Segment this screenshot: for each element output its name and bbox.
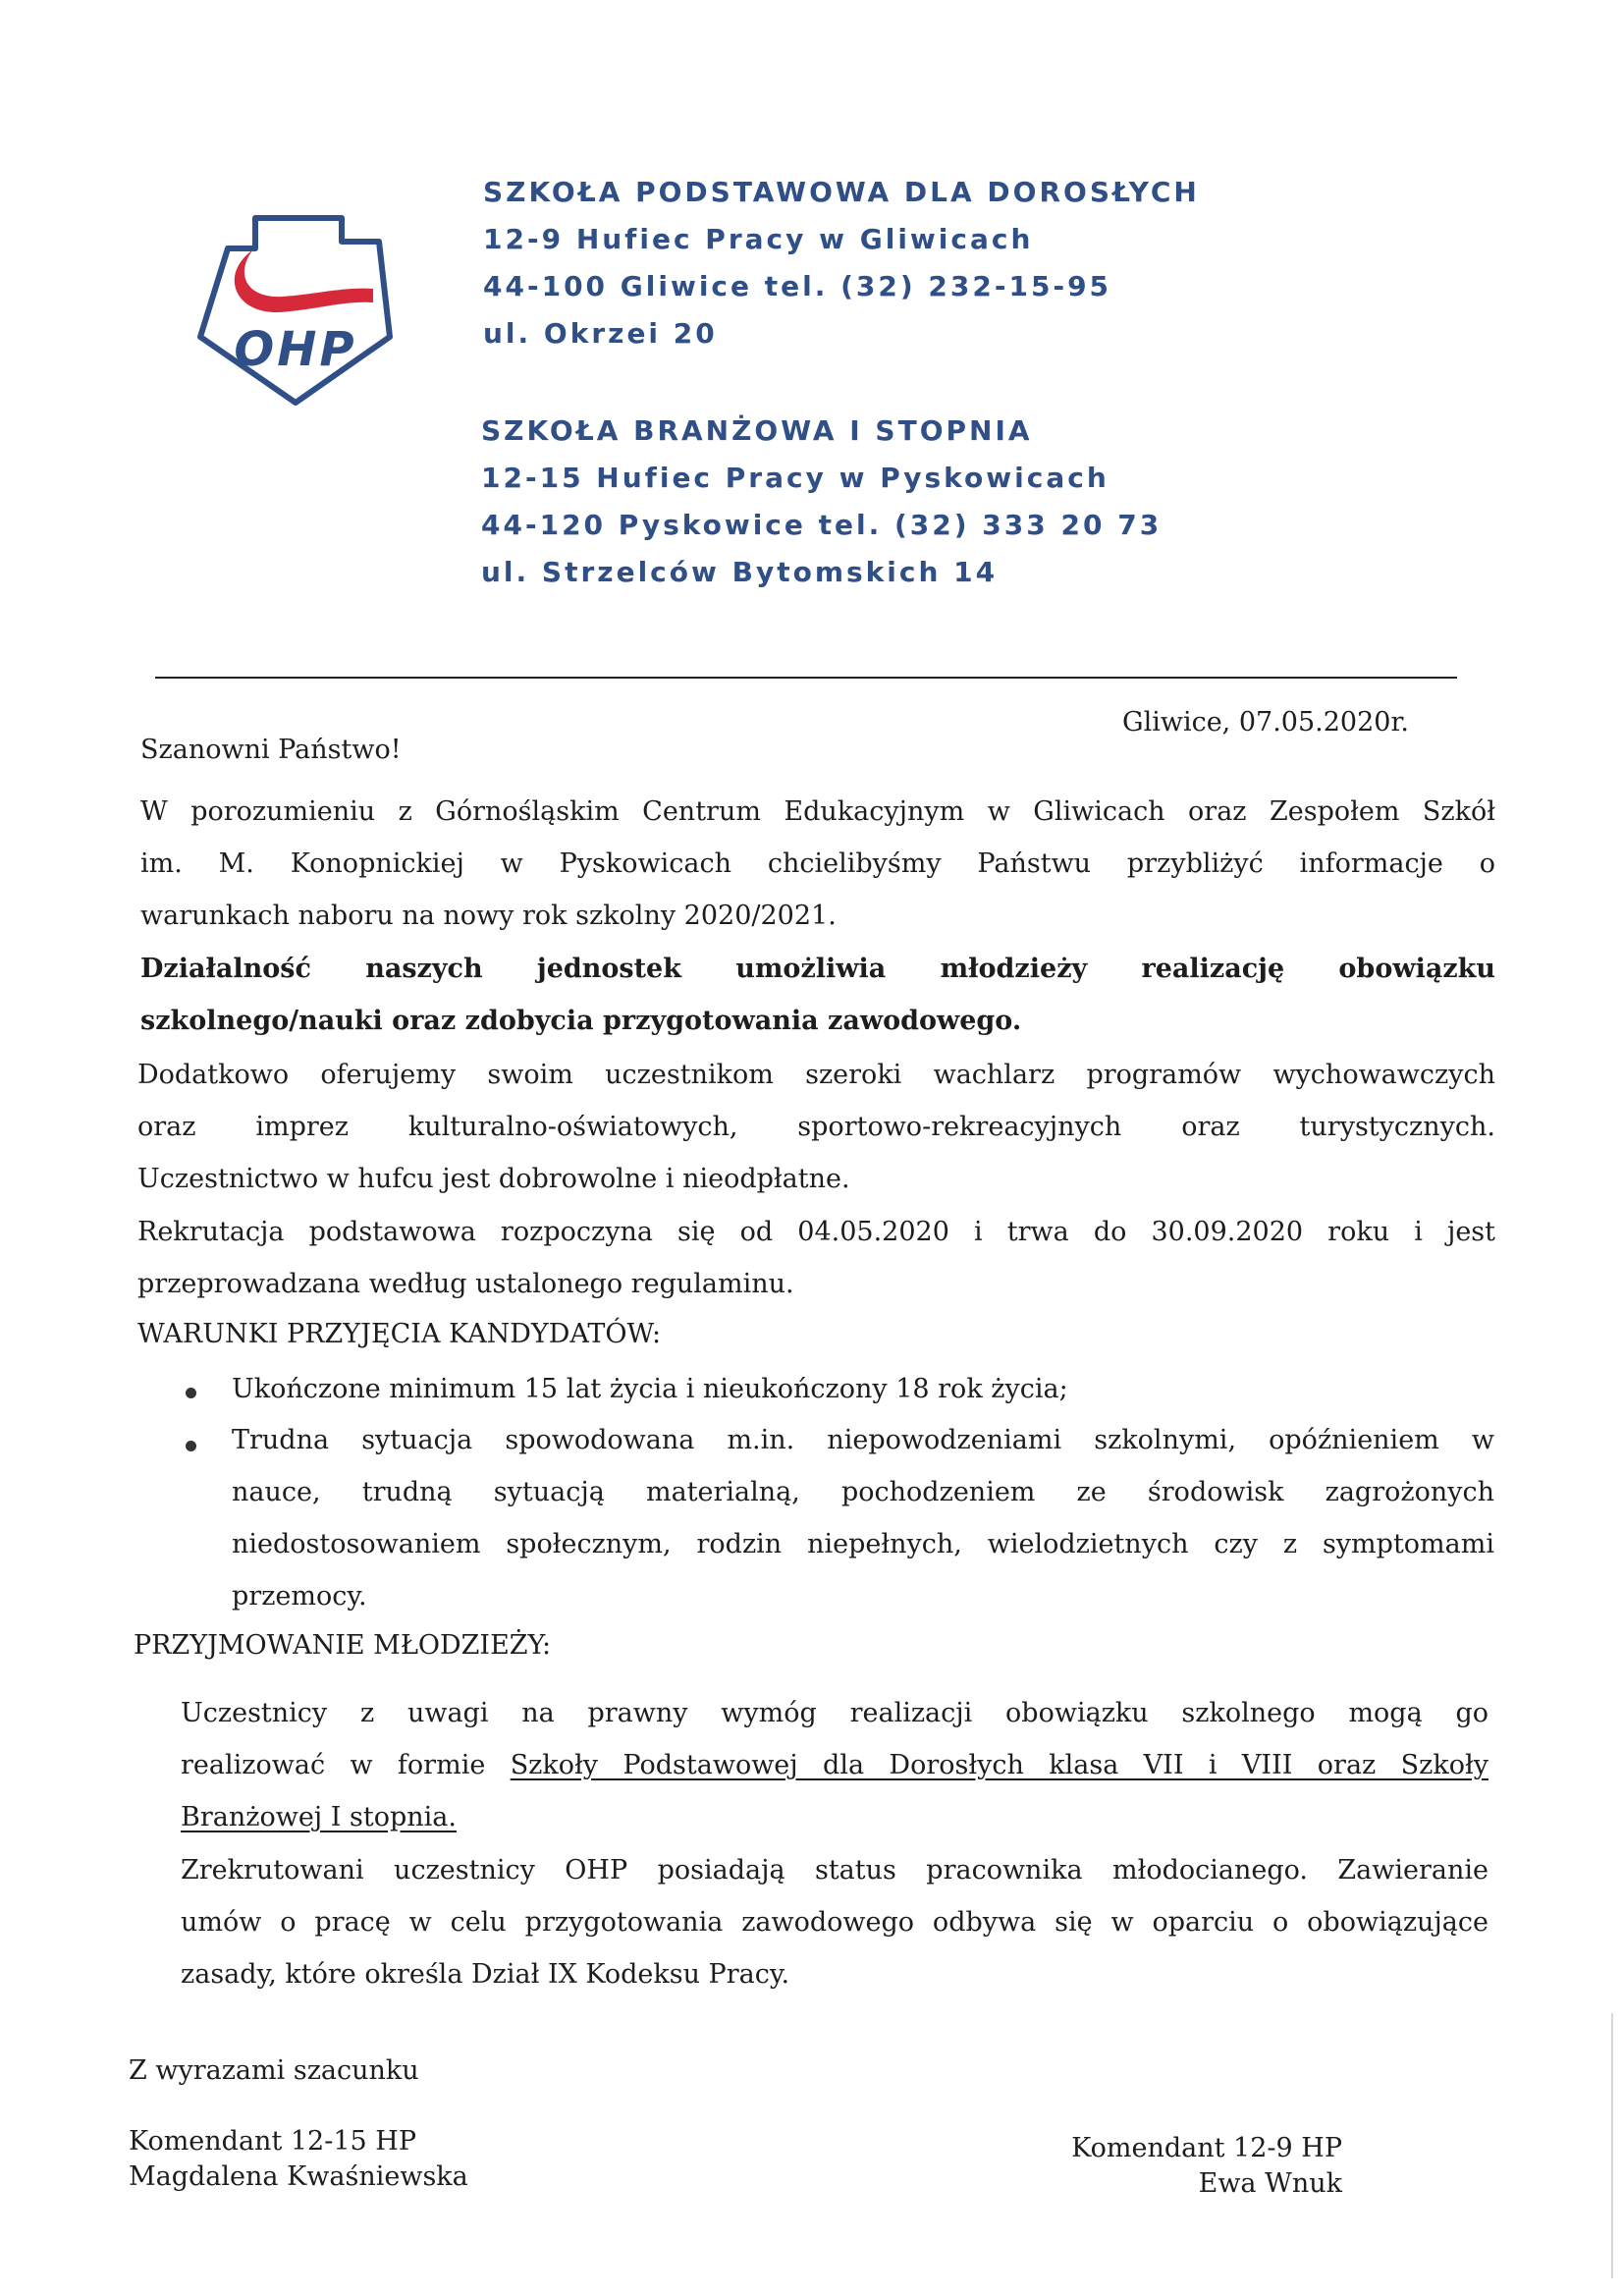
recruitment-line: przeprowadzana według ustalonego regulaminu. bbox=[137, 1269, 794, 1299]
bold-line: szkolnego/nauki oraz zdobycia przygotowania zawodowego. bbox=[140, 1006, 1022, 1036]
programs-line: oraz imprez kulturalno-oświatowych, sportowo-rekreacyjnych oraz turystycznych. bbox=[137, 1112, 1495, 1142]
closing: Z wyrazami szacunku bbox=[129, 2055, 419, 2086]
recruitment-line: Rekrutacja podstawowa rozpoczyna się od 04.05.2020 i trwa do 30.09.2020 roku i jest bbox=[137, 1217, 1495, 1247]
recruitment-paragraph bbox=[137, 1206, 1495, 1310]
school2-address-phone: 44-120 Pyskowice tel. (32) 333 20 73 bbox=[481, 509, 1163, 541]
school1-unit: 12-9 Hufiec Pracy w Gliwicach bbox=[483, 223, 1034, 255]
school-forms-link-text-cont: Branżowej I stopnia. bbox=[181, 1802, 457, 1832]
condition-line: Trudna sytuacja spowodowana m.in. niepowodzeniami szkolnymi, opóźnieniem w bbox=[232, 1425, 1494, 1455]
school2-unit: 12-15 Hufiec Pracy w Pyskowicach bbox=[481, 462, 1109, 494]
school-forms-link-text: Szkoły Podstawowej dla Dorosłych klasa VII i VIII oraz Szkoły bbox=[510, 1750, 1488, 1780]
admission-heading: PRZYJMOWANIE MŁODZIEŻY: bbox=[134, 1630, 552, 1661]
signature-left-name: Magdalena Kwaśniewska bbox=[129, 2161, 468, 2192]
status-line: Zrekrutowani uczestnicy OHP posiadają status pracownika młodocianego. Zawieranie bbox=[181, 1855, 1488, 1886]
signature-right bbox=[1011, 2131, 1342, 2202]
school2-name: SZKOŁA BRANŻOWA I STOPNIA bbox=[481, 414, 1033, 447]
school1-header bbox=[483, 169, 1200, 357]
signature-left-title: Komendant 12-15 HP bbox=[129, 2126, 417, 2157]
logo-text: OHP bbox=[234, 322, 357, 377]
condition-line: niedostosowaniem społecznym, rodzin niepełnych, wielodzietnych czy z symptomami bbox=[232, 1529, 1494, 1559]
header-divider bbox=[155, 677, 1457, 679]
condition-item-situation bbox=[232, 1414, 1494, 1622]
condition-item-age: Ukończone minimum 15 lat życia i nieukończony 18 rok życia; bbox=[232, 1374, 1068, 1404]
school1-address-phone: 44-100 Gliwice tel. (32) 232-15-95 bbox=[483, 270, 1112, 302]
programs-line: Uczestnictwo w hufcu jest dobrowolne i nieodpłatne. bbox=[137, 1164, 850, 1194]
admission-line bbox=[181, 1739, 1488, 1791]
school2-header bbox=[481, 408, 1162, 596]
admission-line: Uczestnicy z uwagi na prawny wymóg realizacji obowiązku szkolnego mogą go bbox=[181, 1698, 1488, 1728]
school2-street: ul. Strzelców Bytomskich 14 bbox=[481, 556, 999, 588]
intro-line: im. M. Konopnickiej w Pyskowicach chcielibyśmy Państwu przybliżyć informacje o bbox=[140, 848, 1495, 879]
status-paragraph bbox=[181, 1844, 1488, 2000]
school1-name: SZKOŁA PODSTAWOWA DLA DOROSŁYCH bbox=[483, 176, 1200, 208]
intro-paragraph bbox=[140, 786, 1495, 942]
programs-line: Dodatkowo oferujemy swoim uczestnikom szeroki wachlarz programów wychowawczych bbox=[137, 1060, 1495, 1090]
bullet-icon bbox=[186, 1388, 196, 1398]
signature-left bbox=[129, 2124, 468, 2195]
signature-right-name: Ewa Wnuk bbox=[1198, 2168, 1342, 2199]
bold-paragraph bbox=[140, 943, 1495, 1047]
condition-line: nauce, trudną sytuacją materialną, pochodzeniem ze środowisk zagrożonych bbox=[232, 1477, 1494, 1507]
bold-line: Działalność naszych jednostek umożliwia młodzieży realizację obowiązku bbox=[140, 954, 1495, 984]
programs-paragraph bbox=[137, 1049, 1495, 1205]
conditions-heading: WARUNKI PRZYJĘCIA KANDYDATÓW: bbox=[137, 1319, 662, 1349]
status-line: zasady, które określa Dział IX Kodeksu Pracy. bbox=[181, 1959, 790, 1990]
condition-line: przemocy. bbox=[232, 1581, 367, 1612]
place-date: Gliwice, 07.05.2020r. bbox=[1122, 707, 1409, 738]
admission-line bbox=[181, 1791, 1488, 1843]
intro-line: warunkach naboru na nowy rok szkolny 2020/2021. bbox=[140, 901, 837, 931]
salutation: Szanowni Państwo! bbox=[140, 735, 402, 765]
signature-right-title: Komendant 12-9 HP bbox=[1071, 2133, 1342, 2163]
logo-red-swoosh bbox=[235, 249, 373, 312]
admission-line2-prefix: realizować w formie bbox=[181, 1750, 511, 1780]
status-line: umów o pracę w celu przygotowania zawodowego odbywa się w oparciu o obowiązujące bbox=[181, 1907, 1488, 1938]
bullet-icon bbox=[186, 1441, 196, 1451]
school1-street: ul. Okrzei 20 bbox=[483, 317, 718, 350]
scan-edge bbox=[1611, 2013, 1613, 2278]
ohp-logo bbox=[196, 214, 393, 409]
admission-paragraph bbox=[181, 1687, 1488, 1843]
intro-line: W porozumieniu z Górnośląskim Centrum Edukacyjnym w Gliwicach oraz Zespołem Szkół bbox=[140, 796, 1495, 827]
